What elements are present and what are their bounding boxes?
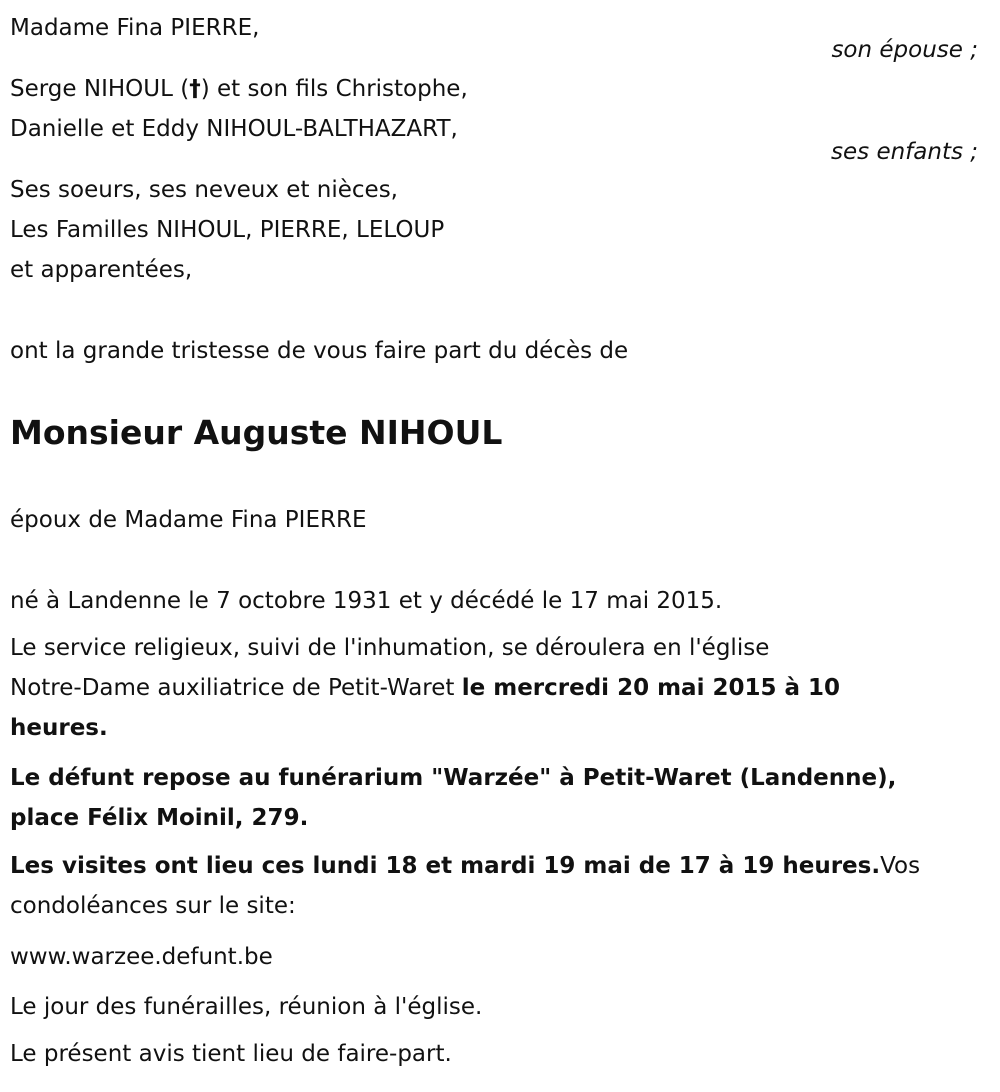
spouse-of: époux de Madame Fina PIERRE xyxy=(10,507,367,533)
service-line2 xyxy=(10,668,840,708)
service-place: Notre-Dame auxiliatrice de Petit-Waret xyxy=(10,675,462,701)
funeral-day: Le jour des funérailles, réunion à l'église. xyxy=(10,994,483,1020)
visits-line xyxy=(10,846,920,886)
others-line: Les Familles NIHOUL, PIERRE, LELOUP xyxy=(10,217,445,243)
rest-address: place Félix Moinil, 279. xyxy=(10,805,309,831)
child1-pre: Serge NIHOUL ( xyxy=(10,76,190,102)
rest-line2 xyxy=(10,798,308,838)
child1-post: ) et son fils Christophe, xyxy=(200,76,468,102)
service-date: le mercredi 20 mai 2015 à 10 xyxy=(461,675,841,701)
rest-line1 xyxy=(10,758,896,798)
cross-icon: † xyxy=(189,76,201,102)
rest-text: Le défunt repose au funérarium "Warzée" à Petit-Waret (Landenne), xyxy=(10,765,897,791)
birth-death: né à Landenne le 7 octobre 1931 et y décédé le 17 mai 2015. xyxy=(10,588,723,614)
others-line: Ses soeurs, ses neveux et nièces, xyxy=(10,177,398,203)
spouse-role: son épouse ; xyxy=(831,37,978,63)
child2-line: Danielle et Eddy NIHOUL-BALTHAZART, xyxy=(10,116,458,142)
announcement: ont la grande tristesse de vous faire part du décès de xyxy=(10,338,629,364)
spouse-line: Madame Fina PIERRE, xyxy=(10,15,260,41)
service-line1: Le service religieux, suivi de l'inhumation, se déroulera en l'église xyxy=(10,635,770,661)
child1-line xyxy=(10,69,468,109)
visits-after: Vos xyxy=(880,853,921,879)
others-line: et apparentées, xyxy=(10,257,193,283)
service-date-end: heures. xyxy=(10,715,108,741)
notice: Le présent avis tient lieu de faire-part. xyxy=(10,1041,452,1067)
deceased-name: Monsieur Auguste NIHOUL xyxy=(10,413,503,452)
children-role: ses enfants ; xyxy=(831,139,978,165)
condolences-line: condoléances sur le site: xyxy=(10,893,296,919)
visits-text: Les visites ont lieu ces lundi 18 et mardi 19 mai de 17 à 19 heures. xyxy=(10,853,881,879)
service-line3 xyxy=(10,708,108,748)
website-link[interactable]: www.warzee.defunt.be xyxy=(10,944,273,970)
